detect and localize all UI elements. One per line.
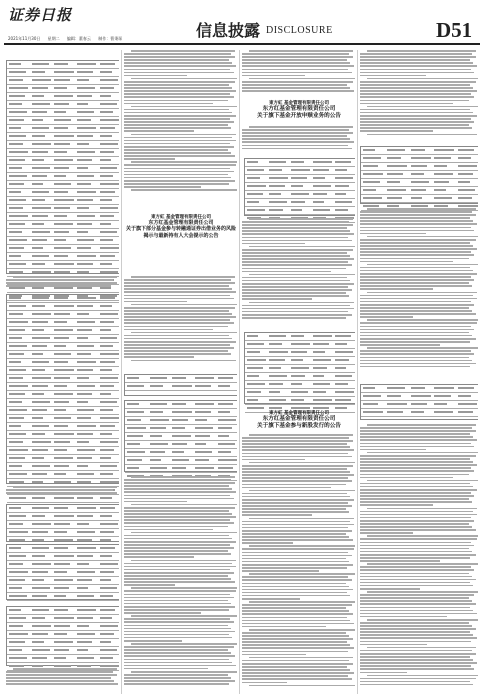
section-title: 信息披露 [196, 21, 261, 40]
newspaper-logo: 证券日报 [8, 6, 73, 24]
announcement-header [126, 214, 236, 239]
fund-company-name: 東方紅 基金管理有限责任公司 [268, 411, 330, 416]
issue-date: 2021年11月30日 [8, 36, 41, 41]
fund-info-table [360, 146, 478, 204]
body-text [242, 126, 355, 152]
body-text [6, 486, 119, 500]
header-rule [4, 43, 480, 45]
body-text [360, 208, 478, 378]
editor-credit: 编辑：董春云 [66, 36, 91, 41]
fund-info-table [360, 384, 478, 420]
production-credit: 制作：曹秉琛 [98, 36, 123, 41]
body-text [360, 50, 478, 140]
fund-list-table [124, 400, 237, 472]
body-text [124, 276, 237, 368]
column-3 [242, 50, 355, 694]
column-divider [121, 50, 122, 694]
announcement-header [244, 410, 354, 430]
body-text [124, 476, 237, 694]
holdings-table [6, 606, 119, 666]
column-4 [360, 50, 478, 694]
body-text [242, 218, 355, 326]
body-text [242, 50, 355, 94]
announcement-header [244, 100, 354, 120]
fund-info-table [244, 158, 355, 216]
page-number: D51 [436, 18, 473, 42]
fund-company-name: 東方紅 基金管理有限责任公司 [150, 215, 212, 220]
body-text [6, 276, 119, 292]
issue-weekday: 星期二 [47, 36, 60, 41]
announcement-headline: 东方红基金管理有限责任公司 关于旗下基金参与新股发行的公告 [257, 416, 341, 429]
body-text [360, 424, 478, 694]
holdings-table [6, 504, 119, 542]
column-2 [124, 50, 237, 694]
column-1 [6, 50, 119, 694]
announcement-headline: 东方红基金管理有限责任公司 关于旗下部分基金参与转融通证券出借业务的风险揭示与最新持有人大会提示的公告 [126, 220, 237, 239]
body-text [124, 50, 237, 200]
masthead-meta [8, 36, 128, 42]
fund-list-table [124, 374, 237, 396]
holdings-table [6, 544, 119, 600]
body-text [242, 434, 355, 694]
section-subtitle: DISCLOSURE [266, 25, 333, 36]
holdings-table [6, 294, 119, 484]
body-text [6, 668, 119, 692]
masthead [0, 0, 484, 44]
column-divider [357, 50, 358, 694]
column-divider [239, 50, 240, 694]
holdings-table [6, 60, 119, 274]
fund-info-table [244, 332, 355, 404]
announcement-headline: 东方红基金管理有限责任公司 关于旗下基金开放申赎业务的公告 [257, 106, 341, 119]
fund-company-name: 東方紅 基金管理有限责任公司 [268, 101, 330, 106]
